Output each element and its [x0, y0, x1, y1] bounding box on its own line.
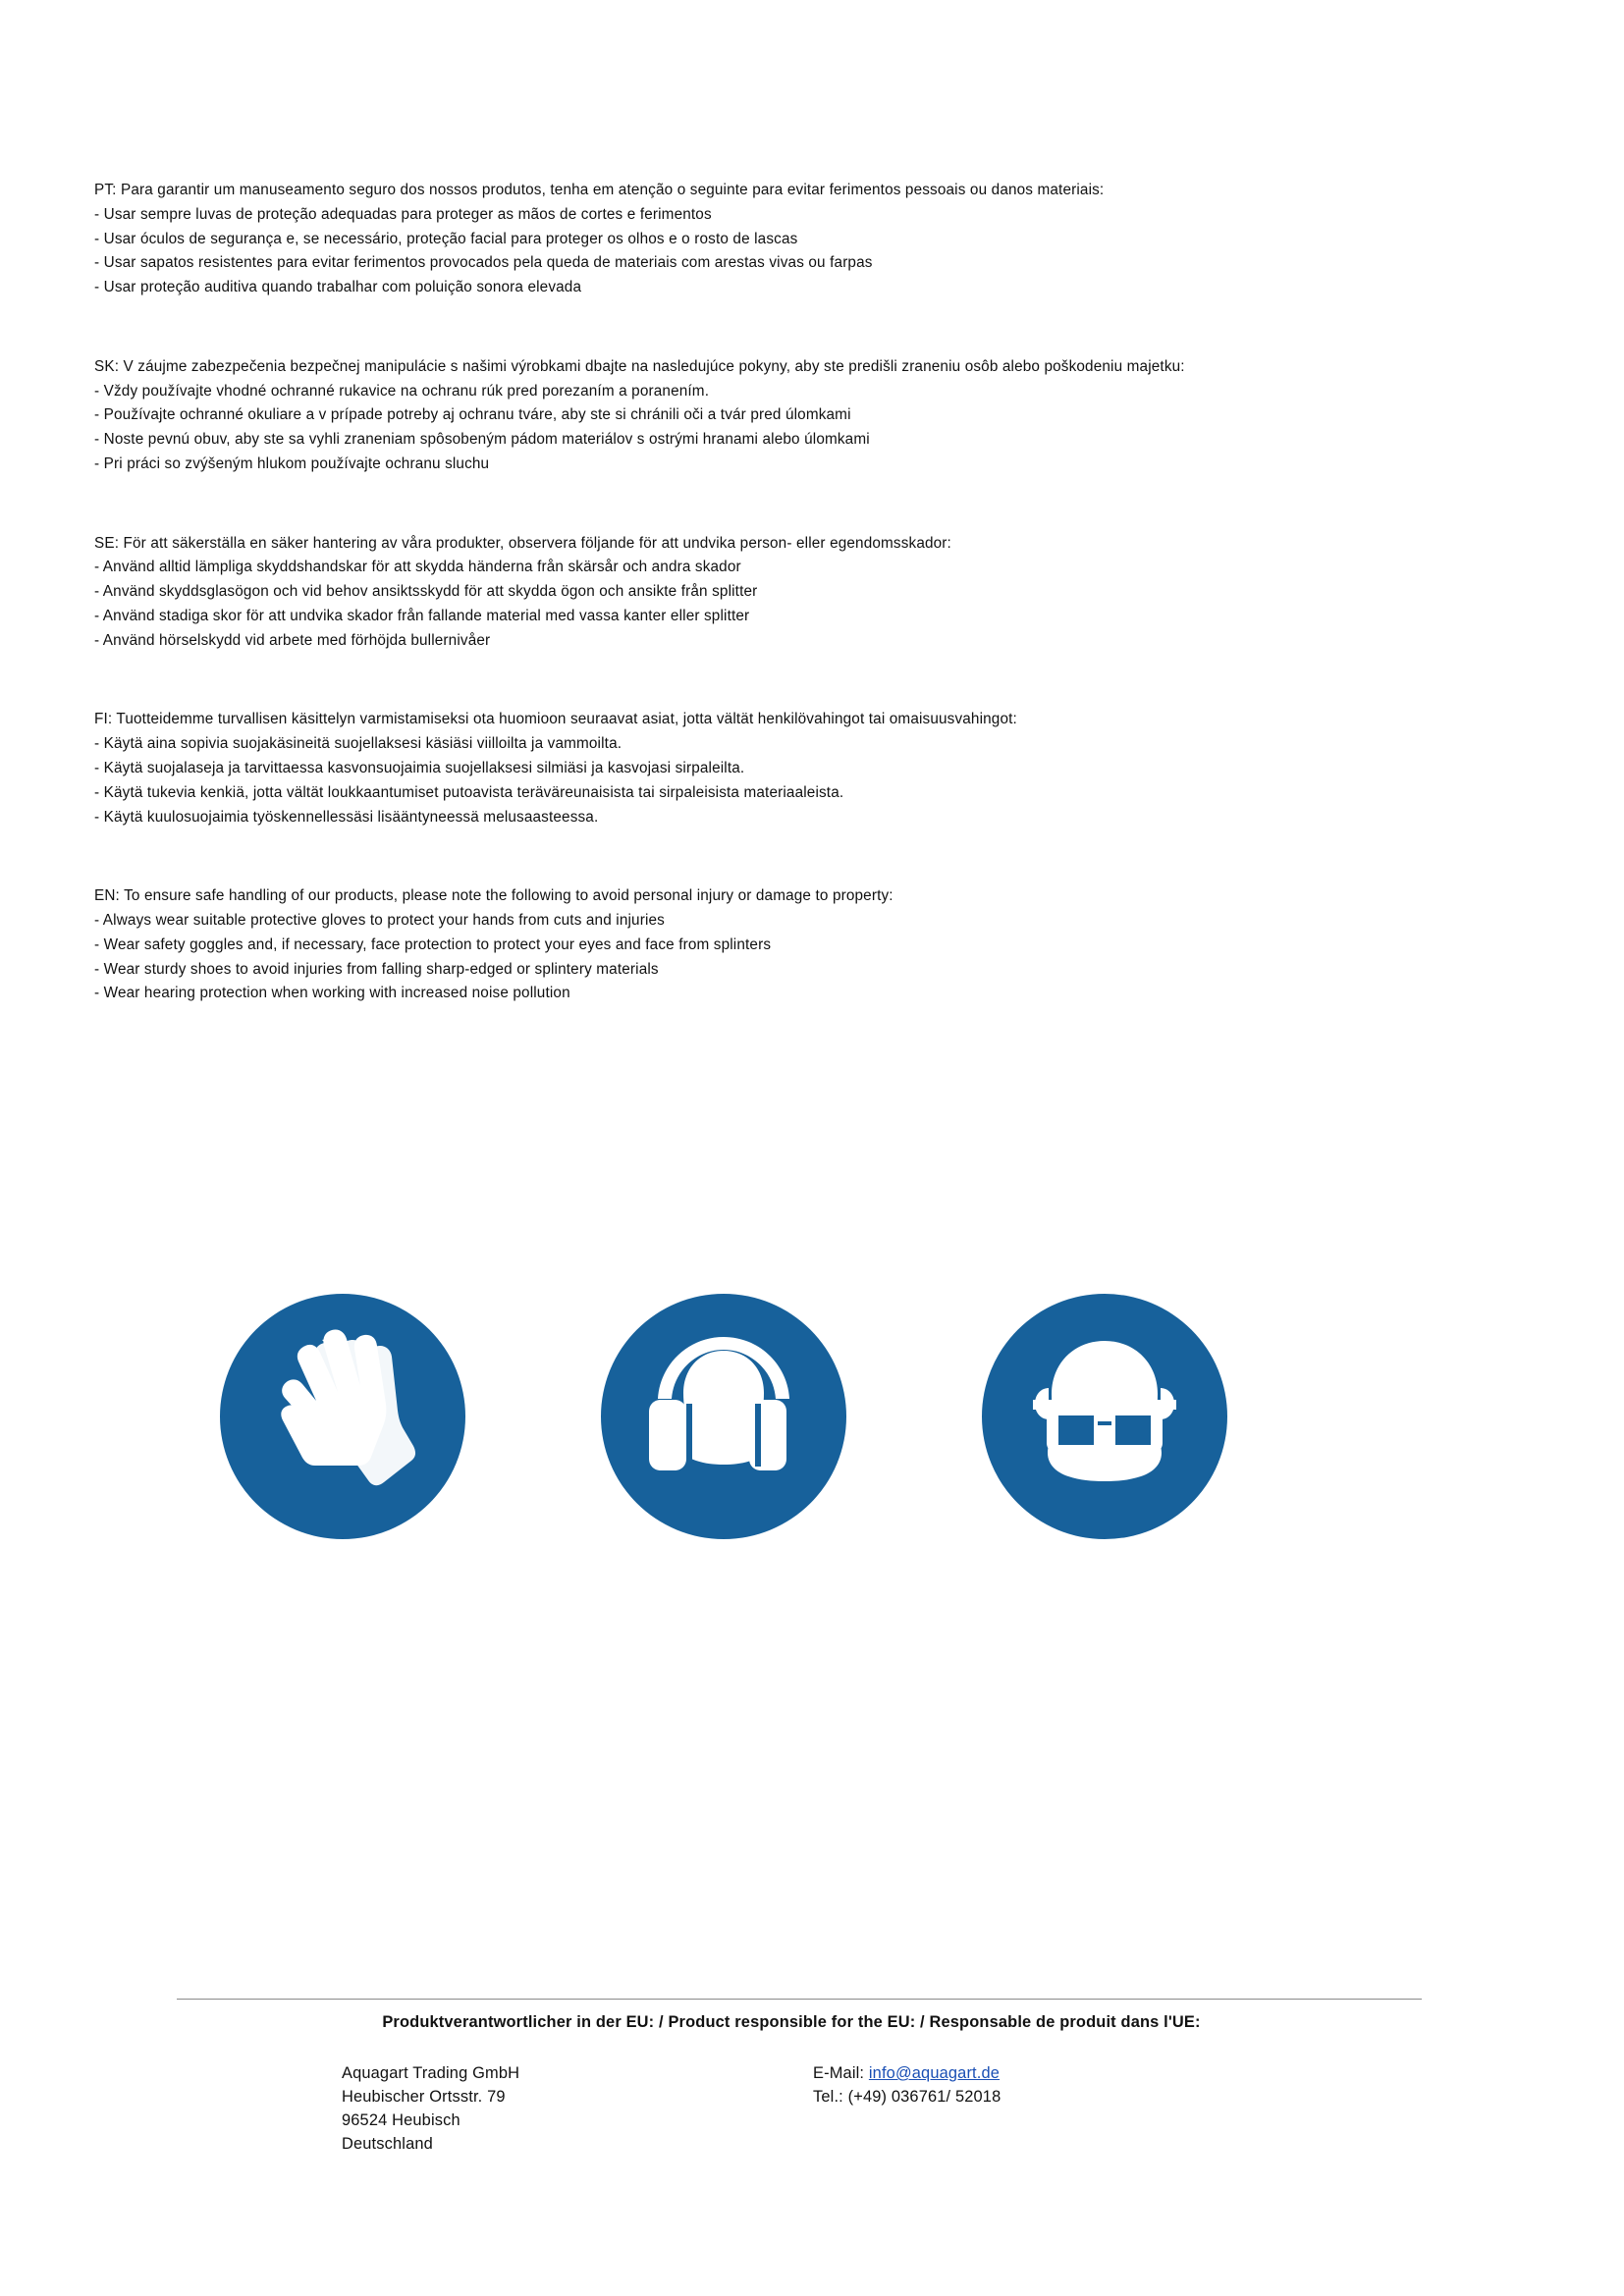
company-city: 96524 Heubisch [342, 2111, 460, 2130]
phone-row: Tel.: (+49) 036761/ 52018 [813, 2088, 1001, 2107]
language-bullet: - Always wear suitable protective gloves to protect your hands from cuts and injuries [94, 912, 665, 930]
language-bullet: - Käytä kuulosuojaimia työskennellessäsi lisääntyneessä melusaasteessa. [94, 808, 599, 826]
contact-block [813, 2061, 1304, 2156]
ear-protection-pictogram [601, 1294, 846, 1539]
responsible-company-block [342, 2061, 813, 2156]
footer-title: Produktverantwortlicher in der EU: / Product responsible for the EU: / Responsable de produit dans l'UE: [382, 2013, 1201, 2031]
language-bullet: - Pri práci so zvýšeným hlukom používajte ochranu sluchu [94, 454, 490, 472]
language-bullet: - Wear sturdy shoes to avoid injuries from falling sharp-edged or splintery materials [94, 960, 659, 978]
language-block-fi [94, 708, 1489, 829]
language-intro: SE: För att säkerställa en säker hantering av våra produkter, observera följande för att undvika person- eller egendomsskador: [94, 534, 951, 552]
language-block-sk [94, 355, 1489, 477]
language-bullet: - Använd skyddsglasögon och vid behov ansiktsskydd för att skydda ögon och ansikte från splitter [94, 583, 758, 601]
language-bullet: - Använd alltid lämpliga skyddshandskar för att skydda händerna från skärsår och andra skador [94, 559, 741, 576]
language-intro: PT: Para garantir um manuseamento seguro dos nossos produtos, tenha em atenção o seguinte para evitar ferimentos pessoais ou danos materiais: [94, 182, 1105, 198]
language-bullet: - Käytä aina sopivia suojakäsineitä suojellaksesi käsiäsi viilloilta ja vammoilta. [94, 735, 623, 753]
language-bullet: - Usar óculos de segurança e, se necessário, proteção facial para proteger os olhos e o rosto de lascas [94, 230, 798, 247]
language-bullet: - Använd hörselskydd vid arbete med förhöjda bullernivåer [94, 631, 491, 649]
language-intro: SK: V záujme zabezpečenia bezpečnej manipulácie s našimi výrobkami dbajte na nasledujúce pokyny, aby ste predišli zraneniu osôb alebo poškodeniu majetku: [94, 357, 1185, 375]
language-block-se [94, 532, 1489, 654]
language-bullet: - Käytä tukevia kenkiä, jotta vältät loukkaantumiset putoavista teräväreunaisista tai sirpaleisista materiaaleista. [94, 783, 844, 801]
language-bullet: - Používajte ochranné okuliare a v prípade potreby aj ochranu tváre, aby ste si chránili oči a tvár pred úlomkami [94, 406, 851, 424]
company-country: Deutschland [342, 2135, 433, 2154]
language-block-pt [94, 179, 1489, 300]
language-block-en [94, 884, 1489, 1006]
footer [94, 1999, 1489, 2156]
language-bullet: - Noste pevnú obuv, aby ste sa vyhli zraneniam spôsobeným pádom materiálov s ostrými hranami alebo úlomkami [94, 431, 870, 449]
language-bullet: - Wear hearing protection when working with increased noise pollution [94, 985, 570, 1002]
language-bullet: - Wear safety goggles and, if necessary, face protection to protect your eyes and face from splinters [94, 935, 772, 953]
safety-instructions [94, 179, 1489, 1006]
email-label: E-Mail: [813, 2064, 865, 2082]
language-bullet: - Usar sempre luvas de proteção adequadas para proteger as mãos de cortes e ferimentos [94, 205, 712, 223]
company-name: Aquagart Trading GmbH [342, 2064, 520, 2082]
language-bullet: - Usar proteção auditiva quando trabalhar com poluição sonora elevada [94, 279, 582, 296]
protective-gloves-pictogram [220, 1294, 465, 1539]
language-bullet: - Vždy používajte vhodné ochranné rukavice na ochranu rúk pred porezaním a poranením. [94, 382, 710, 400]
language-bullet: - Använd stadiga skor för att undvika skador från fallande material med vassa kanter eller splitter [94, 607, 750, 624]
pictogram-row [94, 1294, 1614, 1539]
email-link[interactable]: info@aquagart.de [868, 2064, 1001, 2082]
footer-divider [177, 1999, 1422, 2000]
language-bullet: - Käytä suojalaseja ja tarvittaessa kasvonsuojaimia suojellaksesi silmiäsi ja kasvojasi sirpaleilta. [94, 760, 745, 777]
language-intro: EN: To ensure safe handling of our products, please note the following to avoid personal injury or damage to property: [94, 887, 893, 905]
language-intro: FI: Tuotteidemme turvallisen käsittelyn varmistamiseksi ota huomioon seuraavat asiat, jotta vältät henkilövahingot tai omaisuusvahingot: [94, 711, 1017, 728]
safety-goggles-pictogram [982, 1294, 1227, 1539]
language-bullet: - Usar sapatos resistentes para evitar ferimentos provocados pela queda de materiais com arestas vivas ou farpas [94, 254, 873, 272]
email-row [813, 2061, 1304, 2085]
company-street: Heubischer Ortsstr. 79 [342, 2088, 506, 2107]
